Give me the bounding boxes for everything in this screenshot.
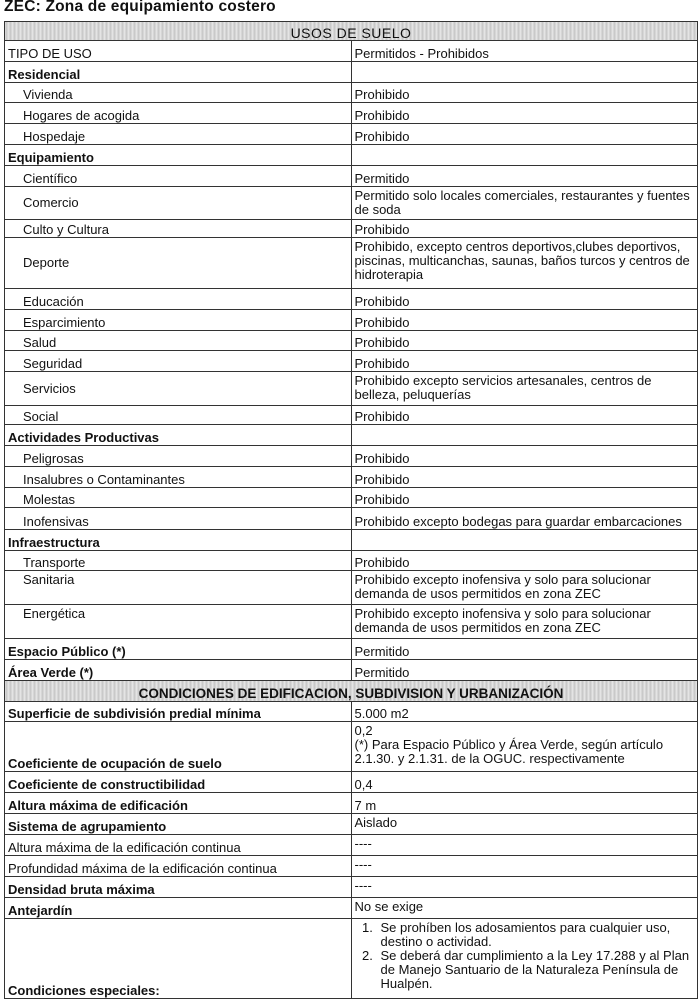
use-value: [351, 530, 698, 551]
table-row: [5, 166, 698, 187]
table-row: [5, 772, 698, 793]
use-label: Inofensivas: [5, 508, 352, 530]
cond-label: Antejardín: [5, 898, 352, 919]
use-value: [351, 145, 698, 166]
table-row: [5, 835, 698, 856]
special-conditions-list: [355, 921, 695, 991]
use-value: Prohibido: [351, 310, 698, 331]
use-value: Prohibido: [351, 220, 698, 238]
category-label: Infraestructura: [5, 530, 352, 551]
table-row: [5, 508, 698, 530]
use-value: Prohibido: [351, 103, 698, 124]
cond-header: CONDICIONES DE EDIFICACION, SUBDIVISION Y URBANIZACIÓN: [5, 681, 698, 702]
table-row: [5, 406, 698, 425]
cond-label: Profundidad máxima de la edificación continua: [5, 856, 352, 877]
use-value: Prohibido: [351, 551, 698, 571]
tipo-value: Permitidos - Prohibidos: [351, 41, 698, 62]
use-label: Hospedaje: [5, 124, 352, 145]
table-row: [5, 919, 698, 999]
cond-header-row: [5, 681, 698, 702]
cond-value-cell: [351, 722, 698, 772]
table-row: [5, 877, 698, 898]
use-value: [351, 62, 698, 83]
cond-label: Altura máxima de edificación: [5, 793, 352, 814]
table-row: [5, 467, 698, 488]
table-row: [5, 238, 698, 289]
cond-value: Aislado: [351, 814, 698, 835]
table-row: [5, 289, 698, 310]
use-value: Prohibido: [351, 467, 698, 488]
use-label: Energética: [5, 605, 352, 639]
use-value: Permitido: [351, 166, 698, 187]
table-row: [5, 856, 698, 877]
table-row: [5, 793, 698, 814]
cond-label: Superficie de subdivisión predial mínima: [5, 702, 352, 722]
table-row: [5, 530, 698, 551]
table-row: [5, 898, 698, 919]
use-label: Científico: [5, 166, 352, 187]
table-row: [5, 62, 698, 83]
use-value: Prohibido excepto inofensiva y solo para solucionar demanda de usos permitidos en zona ZEC: [351, 605, 698, 639]
use-label: Culto y Cultura: [5, 220, 352, 238]
cond-value: 7 m: [351, 793, 698, 814]
use-value: Prohibido: [351, 351, 698, 372]
cond-label: Densidad bruta máxima: [5, 877, 352, 898]
use-value: Prohibido, excepto centros deportivos,clubes deportivos, piscinas, multicanchas, saunas, baños turcos y centros de hidroterapia: [351, 238, 698, 289]
table-row: [5, 425, 698, 446]
use-value: Prohibido: [351, 488, 698, 508]
table-row: [5, 145, 698, 166]
usos-header-row: [5, 22, 698, 41]
table-row: [5, 722, 698, 772]
use-label: Educación: [5, 289, 352, 310]
category-label: Área Verde (*): [5, 660, 352, 681]
table-row: [5, 351, 698, 372]
cond-value: 0,4: [351, 772, 698, 793]
use-value: [351, 425, 698, 446]
tipo-label: TIPO DE USO: [5, 41, 352, 62]
table-row: [5, 446, 698, 467]
use-label: Seguridad: [5, 351, 352, 372]
use-label: Insalubres o Contaminantes: [5, 467, 352, 488]
cond-value: 0,2: [354, 723, 373, 738]
table-row: [5, 551, 698, 571]
use-value: Permitido: [351, 639, 698, 660]
use-label: Vivienda: [5, 83, 352, 103]
cond-value: ----: [351, 856, 698, 877]
use-value: Prohibido: [351, 83, 698, 103]
use-label: Hogares de acogida: [5, 103, 352, 124]
table-row: [5, 187, 698, 220]
table-row: [5, 41, 698, 62]
cond-label: Sistema de agrupamiento: [5, 814, 352, 835]
page-title: ZEC: Zona de equipamiento costero: [4, 0, 276, 15]
use-value: Prohibido: [351, 124, 698, 145]
zone-table: [4, 21, 698, 999]
list-item: 2. Se deberá dar cumplimiento a la Ley 17.288 y al Plan de Manejo Santuario de la Naturaleza Península de Hualpén.: [377, 949, 695, 991]
use-value: Prohibido excepto servicios artesanales, centros de belleza, peluquerías: [351, 372, 698, 406]
cond-value: ----: [351, 877, 698, 898]
table-row: [5, 220, 698, 238]
category-label: Actividades Productivas: [5, 425, 352, 446]
use-value: Prohibido: [351, 446, 698, 467]
cond-label: Condiciones especiales:: [5, 919, 352, 999]
list-item: 1. Se prohíben los adosamientos para cualquier uso, destino o actividad.: [377, 921, 695, 949]
table-row: [5, 372, 698, 406]
table-row: [5, 310, 698, 331]
use-value: Permitido: [351, 660, 698, 681]
cond-value-cell: [351, 919, 698, 999]
cond-note: (*) Para Espacio Público y Área Verde, según artículo 2.1.30. y 2.1.31. de la OGUC. respectivamente: [354, 737, 664, 766]
use-label: Molestas: [5, 488, 352, 508]
use-value: Prohibido: [351, 289, 698, 310]
table-row: [5, 103, 698, 124]
cond-label: Altura máxima de la edificación continua: [5, 835, 352, 856]
table-row: [5, 702, 698, 722]
use-label: Salud: [5, 331, 352, 351]
cond-value: 5.000 m2: [351, 702, 698, 722]
use-label: Deporte: [5, 238, 352, 289]
use-value: Prohibido: [351, 406, 698, 425]
cond-label: Coeficiente de ocupación de suelo: [5, 722, 352, 772]
cond-label: Coeficiente de constructibilidad: [5, 772, 352, 793]
use-label: Esparcimiento: [5, 310, 352, 331]
cond-value: No se exige: [351, 898, 698, 919]
table-row: [5, 124, 698, 145]
use-value: Prohibido excepto inofensiva y solo para solucionar demanda de usos permitidos en zona ZEC: [351, 571, 698, 605]
use-label: Transporte: [5, 551, 352, 571]
table-row: [5, 83, 698, 103]
use-value: Prohibido excepto bodegas para guardar embarcaciones: [351, 508, 698, 530]
table-row: [5, 331, 698, 351]
use-label: Peligrosas: [5, 446, 352, 467]
category-label: Residencial: [5, 62, 352, 83]
table-row: [5, 660, 698, 681]
cond-value: ----: [351, 835, 698, 856]
table-row: [5, 639, 698, 660]
use-value: Prohibido: [351, 331, 698, 351]
usos-header: USOS DE SUELO: [5, 22, 698, 41]
table-row: [5, 814, 698, 835]
use-label: Comercio: [5, 187, 352, 220]
table-row: [5, 605, 698, 639]
category-label: Equipamiento: [5, 145, 352, 166]
table-row: [5, 488, 698, 508]
use-label: Sanitaria: [5, 571, 352, 605]
category-label: Espacio Público (*): [5, 639, 352, 660]
use-value: Permitido solo locales comerciales, restaurantes y fuentes de soda: [351, 187, 698, 220]
use-label: Social: [5, 406, 352, 425]
use-label: Servicios: [5, 372, 352, 406]
table-row: [5, 571, 698, 605]
